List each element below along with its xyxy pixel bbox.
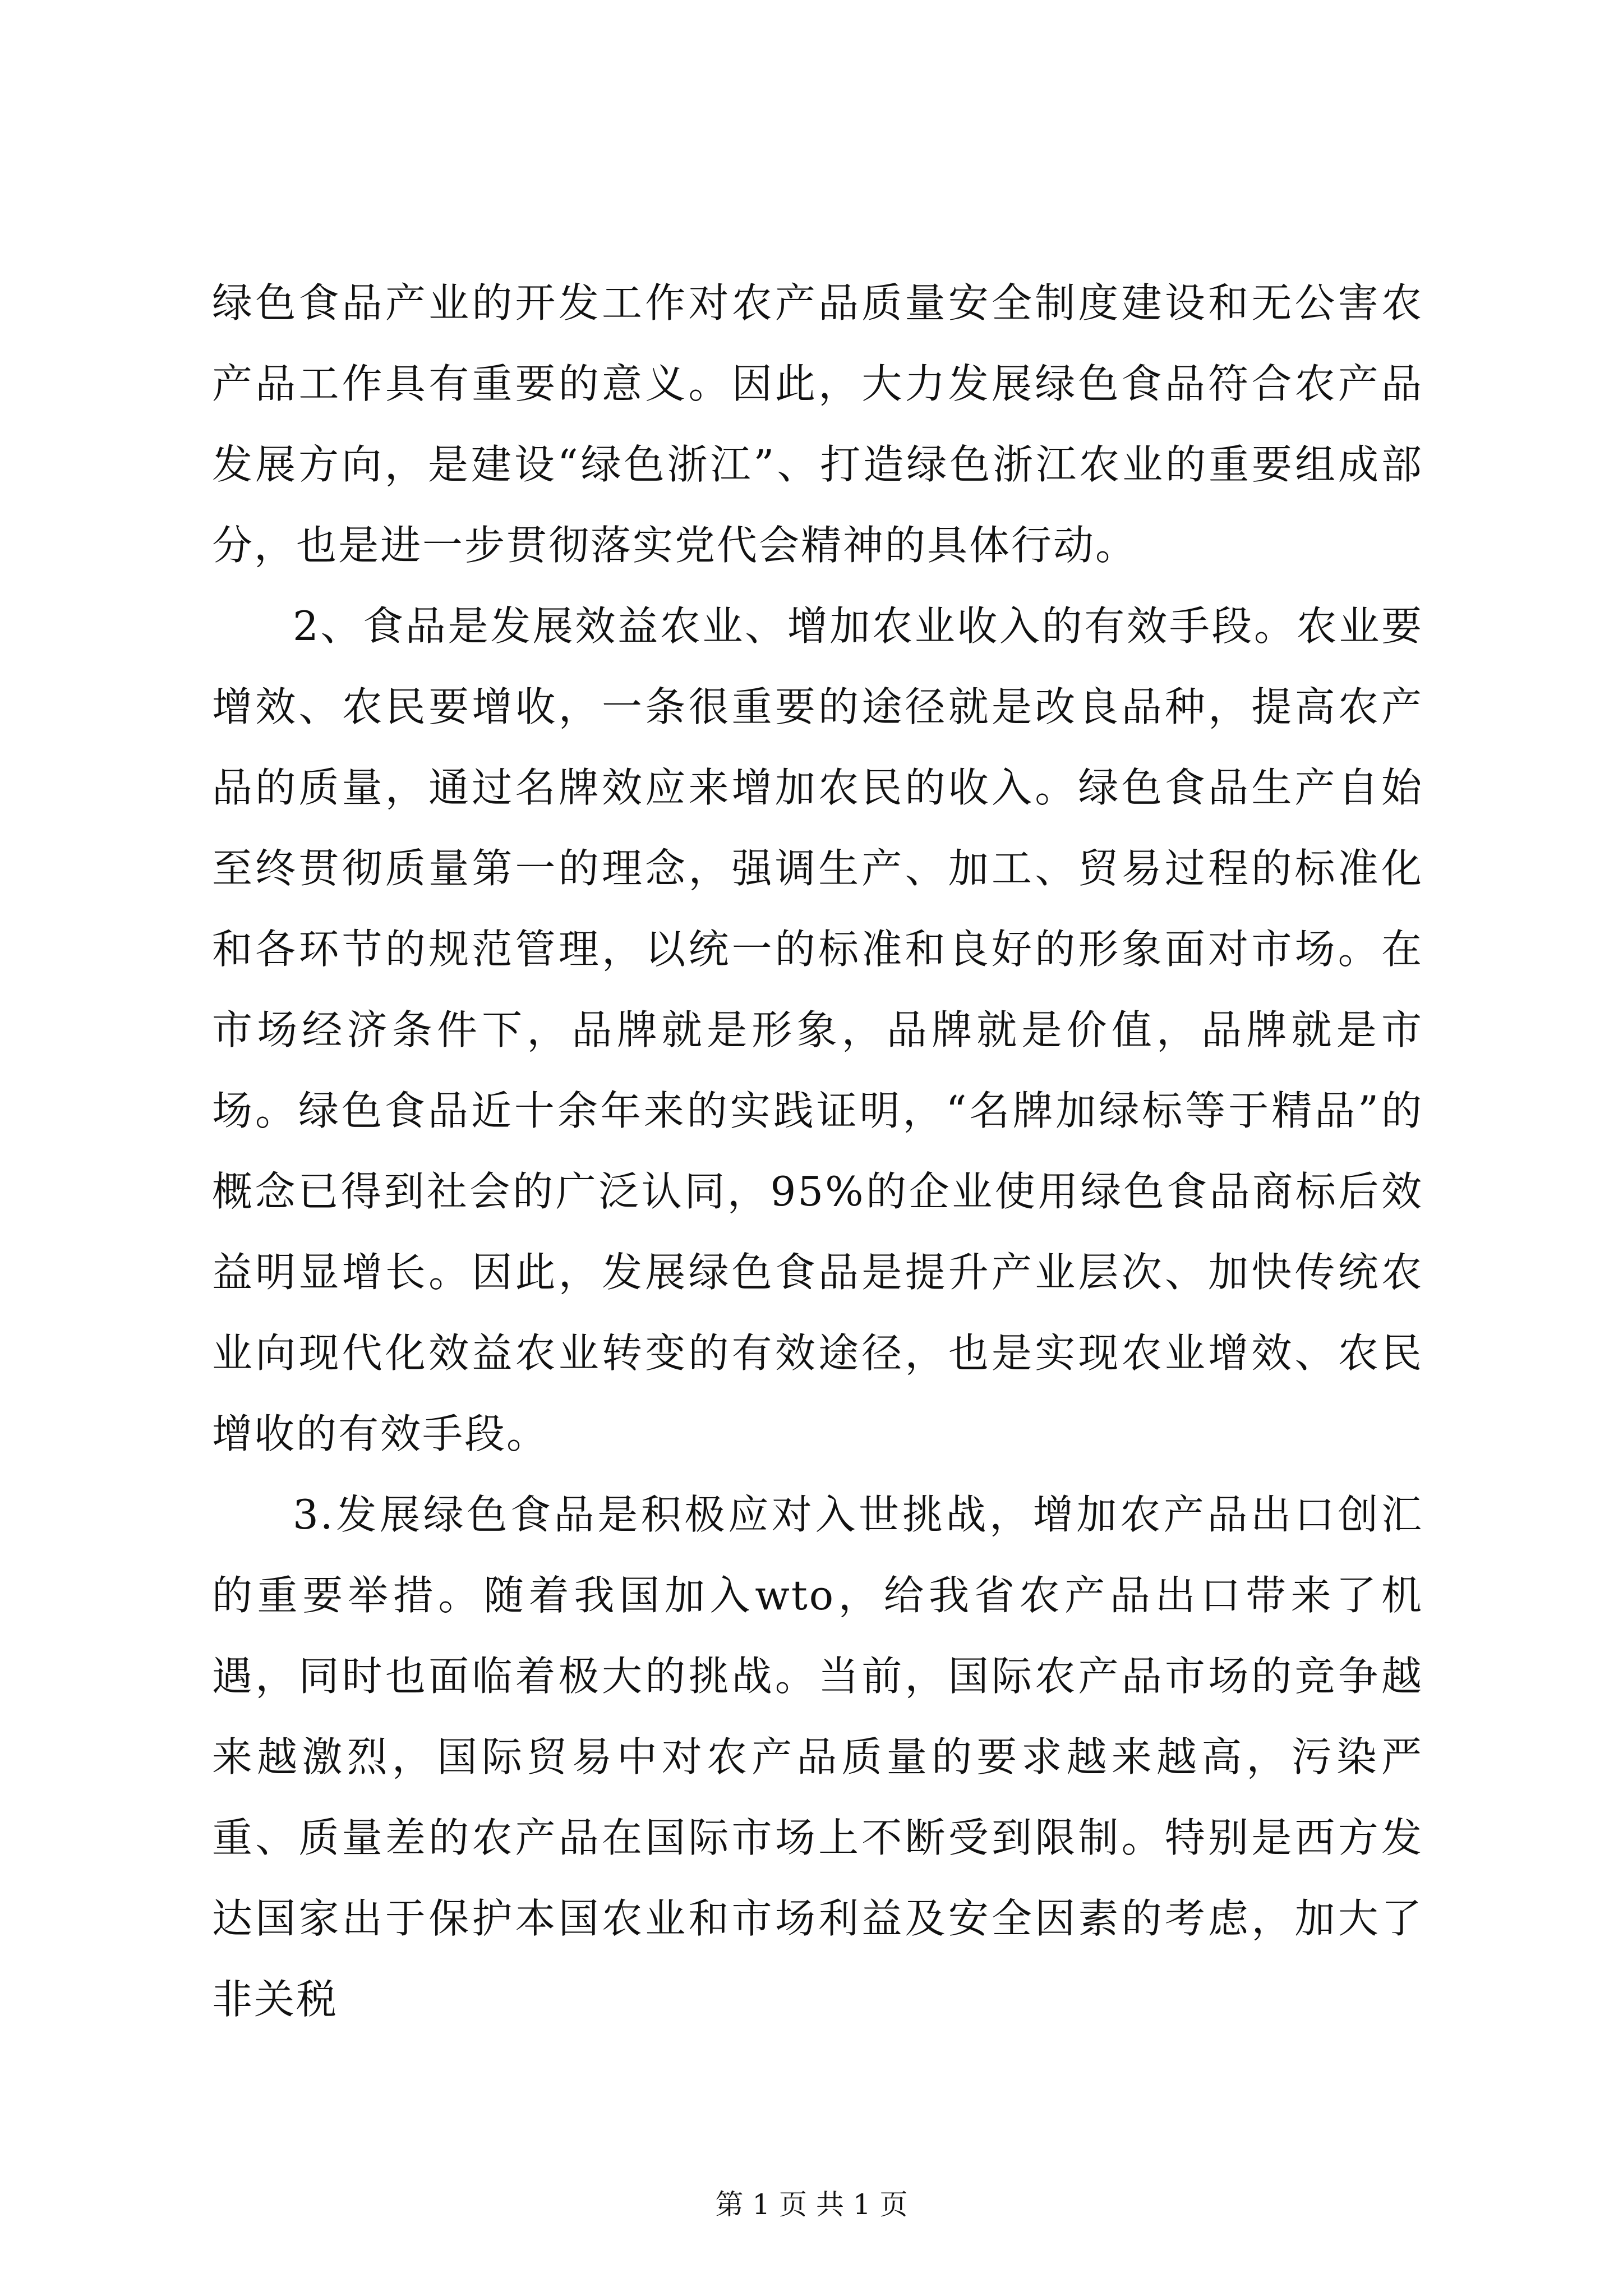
paragraph-2: 2、食品是发展效益农业、增加农业收入的有效手段。农业要增效、农民要增收，一条很重要的途径就是改良品种，提高农产品的质量，通过名牌效应来增加农民的收入。绿色食品生产自始至终贯彻质量第一的理念，强调生产、加工、贸易过程的标准化和各环节的规范管理，以统一的标准和良好的形象面对市场。在市场经济条件下，品牌就是形象，品牌就是价值，品牌就是市场。绿色食品近十余年来的实践证明，“名牌加绿标等于精品”的概念已得到社会的广泛认同，95%的企业使用绿色食品商标后效益明显增长。因此，发展绿色食品是提升产业层次、加快传统农业向现代化效益农业转变的有效途径，也是实现农业增效、农民增收的有效手段。: [212, 602, 1423, 1457]
paragraph-3: 3.发展绿色食品是积极应对入世挑战，增加农产品出口创汇的重要举措。随着我国加入wto，给我省农产品出口带来了机遇，同时也面临着极大的挑战。当前，国际农产品市场的竞争越来越激烈，国际贸易中对农产品质量的要求越来越高，污染严重、质量差的农产品在国际市场上不断受到限制。特别是西方发达国家出于保护本国农业和市场利益及安全因素的考虑，加大了非关税: [212, 1491, 1423, 2023]
paragraph-continuation: 绿色食品产业的开发工作对农产品质量安全制度建设和无公害农产品工作具有重要的意义。因此，大力发展绿色食品符合农产品发展方向，是建设“绿色浙江”、打造绿色浙江农业的重要组成部分，也是进一步贯彻落实党代会精神的具体行动。: [212, 279, 1423, 569]
page-footer: 第 1 页 共 1 页: [715, 2188, 908, 2221]
document-body: [212, 263, 1423, 2040]
